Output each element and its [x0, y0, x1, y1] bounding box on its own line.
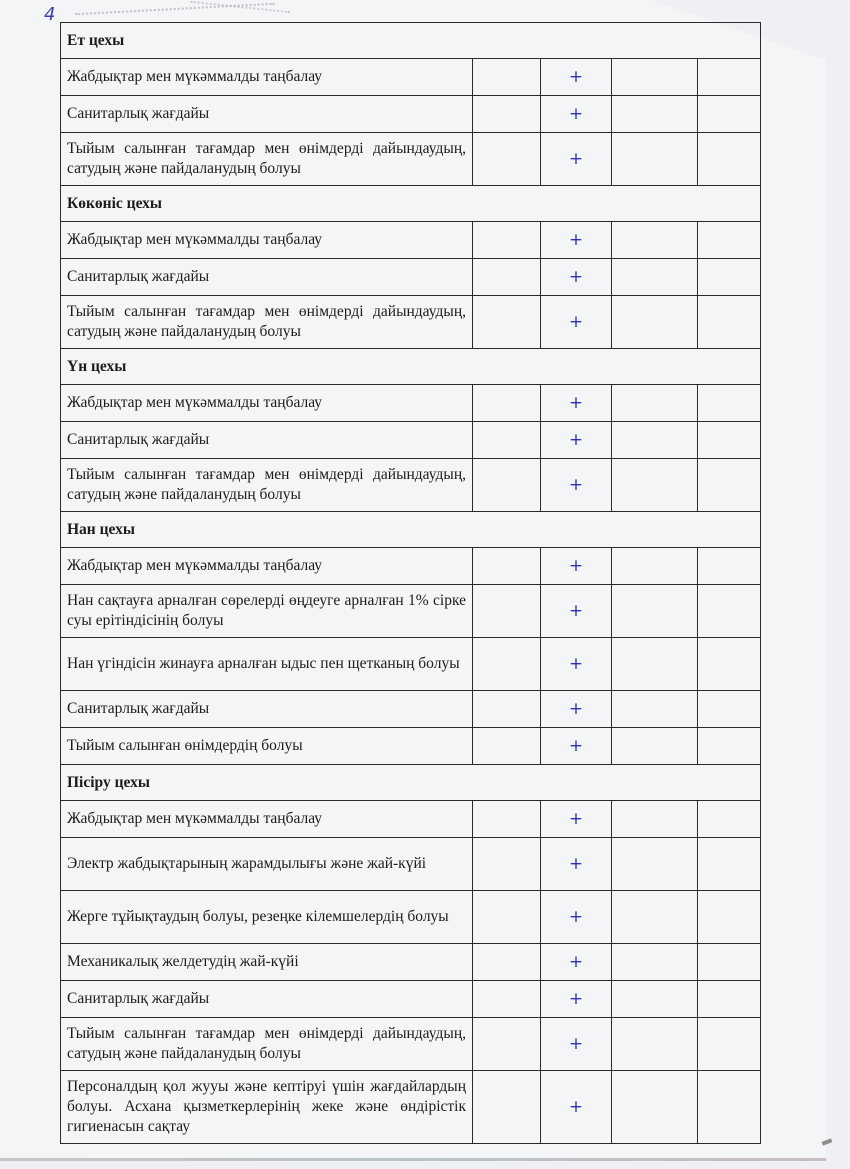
- mark-cell-col2: +: [541, 838, 612, 891]
- mark-cell-col3: [612, 981, 698, 1018]
- mark-cell-col1: [473, 385, 541, 422]
- mark-cell-col4: [698, 422, 761, 459]
- handwritten-page-number: 4: [44, 4, 56, 25]
- mark-cell-col4: [698, 133, 761, 186]
- section-title: Ет цехы: [61, 23, 761, 59]
- mark-cell-col3: [612, 548, 698, 585]
- mark-cell-col4: [698, 59, 761, 96]
- mark-cell-col4: [698, 96, 761, 133]
- checklist-row: [61, 59, 761, 96]
- mark-cell-col2: +: [541, 422, 612, 459]
- checklist-item-text: Жабдықтар мен мүкәммалды таңбалау: [61, 548, 473, 585]
- checklist-row: [61, 259, 761, 296]
- mark-cell-col1: [473, 691, 541, 728]
- mark-cell-col4: [698, 638, 761, 691]
- checklist-row: [61, 548, 761, 585]
- mark-cell-col4: [698, 728, 761, 765]
- mark-cell-col1: [473, 801, 541, 838]
- mark-cell-col1: [473, 259, 541, 296]
- checklist-row: [61, 459, 761, 512]
- checklist-row: [61, 801, 761, 838]
- mark-cell-col4: [698, 1018, 761, 1071]
- section-title: Көкөніс цехы: [61, 186, 761, 222]
- mark-cell-col2: +: [541, 296, 612, 349]
- mark-cell-col2: +: [541, 944, 612, 981]
- checklist-row: [61, 691, 761, 728]
- mark-cell-col4: [698, 1071, 761, 1144]
- section-header-row: [61, 512, 761, 548]
- mark-cell-col2: +: [541, 59, 612, 96]
- mark-cell-col3: [612, 59, 698, 96]
- mark-cell-col3: [612, 259, 698, 296]
- checklist-row: [61, 133, 761, 186]
- checklist-item-text: Жерге тұйықтаудың болуы, резеңке кілемшелердің болуы: [61, 891, 473, 944]
- checklist-item-text: Санитарлық жағдайы: [61, 422, 473, 459]
- mark-cell-col2: +: [541, 96, 612, 133]
- mark-cell-col1: [473, 96, 541, 133]
- section-header-row: [61, 186, 761, 222]
- checklist-row: [61, 1018, 761, 1071]
- mark-cell-col4: [698, 459, 761, 512]
- checklist-item-text: Тыйым салынған тағамдар мен өнімдерді дайындаудың, сатудың және пайдаланудың болуы: [61, 133, 473, 186]
- checklist-item-text: Тыйым салынған тағамдар мен өнімдерді дайындаудың, сатудың және пайдаланудың болуы: [61, 296, 473, 349]
- mark-cell-col1: [473, 728, 541, 765]
- mark-cell-col2: +: [541, 133, 612, 186]
- mark-cell-col4: [698, 944, 761, 981]
- mark-cell-col4: [698, 585, 761, 638]
- section-title: Нан цехы: [61, 512, 761, 548]
- mark-cell-col1: [473, 944, 541, 981]
- inspection-checklist-table: [60, 22, 761, 1144]
- section-header-row: [61, 349, 761, 385]
- checklist-row: [61, 1071, 761, 1144]
- checklist-row: [61, 891, 761, 944]
- checklist-row: [61, 585, 761, 638]
- mark-cell-col1: [473, 981, 541, 1018]
- checklist-row: [61, 944, 761, 981]
- section-title: Пісіру цехы: [61, 765, 761, 801]
- checklist-item-text: Жабдықтар мен мүкәммалды таңбалау: [61, 222, 473, 259]
- mark-cell-col4: [698, 691, 761, 728]
- mark-cell-col1: [473, 891, 541, 944]
- mark-cell-col3: [612, 422, 698, 459]
- page-edge: [0, 1158, 826, 1161]
- mark-cell-col3: [612, 1018, 698, 1071]
- checklist-item-text: Санитарлық жағдайы: [61, 96, 473, 133]
- mark-cell-col1: [473, 638, 541, 691]
- checklist-row: [61, 422, 761, 459]
- mark-cell-col2: +: [541, 638, 612, 691]
- mark-cell-col2: +: [541, 801, 612, 838]
- mark-cell-col3: [612, 638, 698, 691]
- checklist-item-text: Жабдықтар мен мүкәммалды таңбалау: [61, 59, 473, 96]
- checklist-row: [61, 222, 761, 259]
- mark-cell-col4: [698, 296, 761, 349]
- checklist-item-text: Тыйым салынған өнімдердің болуы: [61, 728, 473, 765]
- mark-cell-col4: [698, 259, 761, 296]
- mark-cell-col1: [473, 548, 541, 585]
- mark-cell-col4: [698, 801, 761, 838]
- mark-cell-col3: [612, 801, 698, 838]
- mark-cell-col3: [612, 1071, 698, 1144]
- section-header-row: [61, 23, 761, 59]
- section-title: Үн цехы: [61, 349, 761, 385]
- checklist-item-text: Санитарлық жағдайы: [61, 691, 473, 728]
- checklist-item-text: Тыйым салынған тағамдар мен өнімдерді дайындаудың, сатудың және пайдаланудың болуы: [61, 459, 473, 512]
- mark-cell-col2: +: [541, 891, 612, 944]
- checklist-item-text: Жабдықтар мен мүкәммалды таңбалау: [61, 385, 473, 422]
- checklist-row: [61, 296, 761, 349]
- mark-cell-col1: [473, 133, 541, 186]
- checklist-row: [61, 728, 761, 765]
- mark-cell-col1: [473, 1071, 541, 1144]
- mark-cell-col1: [473, 585, 541, 638]
- mark-cell-col3: [612, 133, 698, 186]
- mark-cell-col1: [473, 1018, 541, 1071]
- checklist-item-text: Персоналдың қол жууы және кептіруі үшін жағдайлардың болуы. Асхана қызметкерлерінің жеке және өндірістік гигиенасын сақтау: [61, 1071, 473, 1144]
- mark-cell-col2: +: [541, 981, 612, 1018]
- checklist-item-text: Нан сақтауға арналған сөрелерді өңдеуге арналған 1% сірке суы ерітіндісінің болуы: [61, 585, 473, 638]
- mark-cell-col2: +: [541, 691, 612, 728]
- mark-cell-col2: +: [541, 585, 612, 638]
- mark-cell-col3: [612, 585, 698, 638]
- checklist-item-text: Жабдықтар мен мүкәммалды таңбалау: [61, 801, 473, 838]
- checklist-item-text: Тыйым салынған тағамдар мен өнімдерді дайындаудың, сатудың және пайдаланудың болуы: [61, 1018, 473, 1071]
- mark-cell-col4: [698, 838, 761, 891]
- section-header-row: [61, 765, 761, 801]
- checklist-item-text: Механикалық желдетудің жай-күйі: [61, 944, 473, 981]
- mark-cell-col3: [612, 728, 698, 765]
- mark-cell-col2: +: [541, 728, 612, 765]
- mark-cell-col1: [473, 422, 541, 459]
- checklist-item-text: Санитарлық жағдайы: [61, 981, 473, 1018]
- checklist-item-text: Санитарлық жағдайы: [61, 259, 473, 296]
- mark-cell-col1: [473, 222, 541, 259]
- mark-cell-col2: +: [541, 548, 612, 585]
- checklist-row: [61, 385, 761, 422]
- mark-cell-col2: +: [541, 459, 612, 512]
- mark-cell-col1: [473, 459, 541, 512]
- mark-cell-col3: [612, 96, 698, 133]
- checklist-row: [61, 838, 761, 891]
- mark-cell-col2: +: [541, 385, 612, 422]
- mark-cell-col1: [473, 838, 541, 891]
- checklist-item-text: Нан үгіндісін жинауға арналған ыдыс пен щетканың болуы: [61, 638, 473, 691]
- mark-cell-col4: [698, 385, 761, 422]
- mark-cell-col3: [612, 296, 698, 349]
- mark-cell-col3: [612, 459, 698, 512]
- mark-cell-col1: [473, 296, 541, 349]
- mark-cell-col3: [612, 691, 698, 728]
- mark-cell-col3: [612, 222, 698, 259]
- checklist-row: [61, 96, 761, 133]
- mark-cell-col4: [698, 891, 761, 944]
- mark-cell-col4: [698, 548, 761, 585]
- mark-cell-col2: +: [541, 259, 612, 296]
- mark-cell-col4: [698, 981, 761, 1018]
- mark-cell-col3: [612, 838, 698, 891]
- mark-cell-col2: +: [541, 1071, 612, 1144]
- mark-cell-col3: [612, 385, 698, 422]
- checklist-row: [61, 638, 761, 691]
- mark-cell-col2: +: [541, 222, 612, 259]
- mark-cell-col1: [473, 59, 541, 96]
- mark-cell-col4: [698, 222, 761, 259]
- mark-cell-col3: [612, 891, 698, 944]
- mark-cell-col2: +: [541, 1018, 612, 1071]
- checklist-item-text: Электр жабдықтарының жарамдылығы және жай-күйі: [61, 838, 473, 891]
- checklist-row: [61, 981, 761, 1018]
- mark-cell-col3: [612, 944, 698, 981]
